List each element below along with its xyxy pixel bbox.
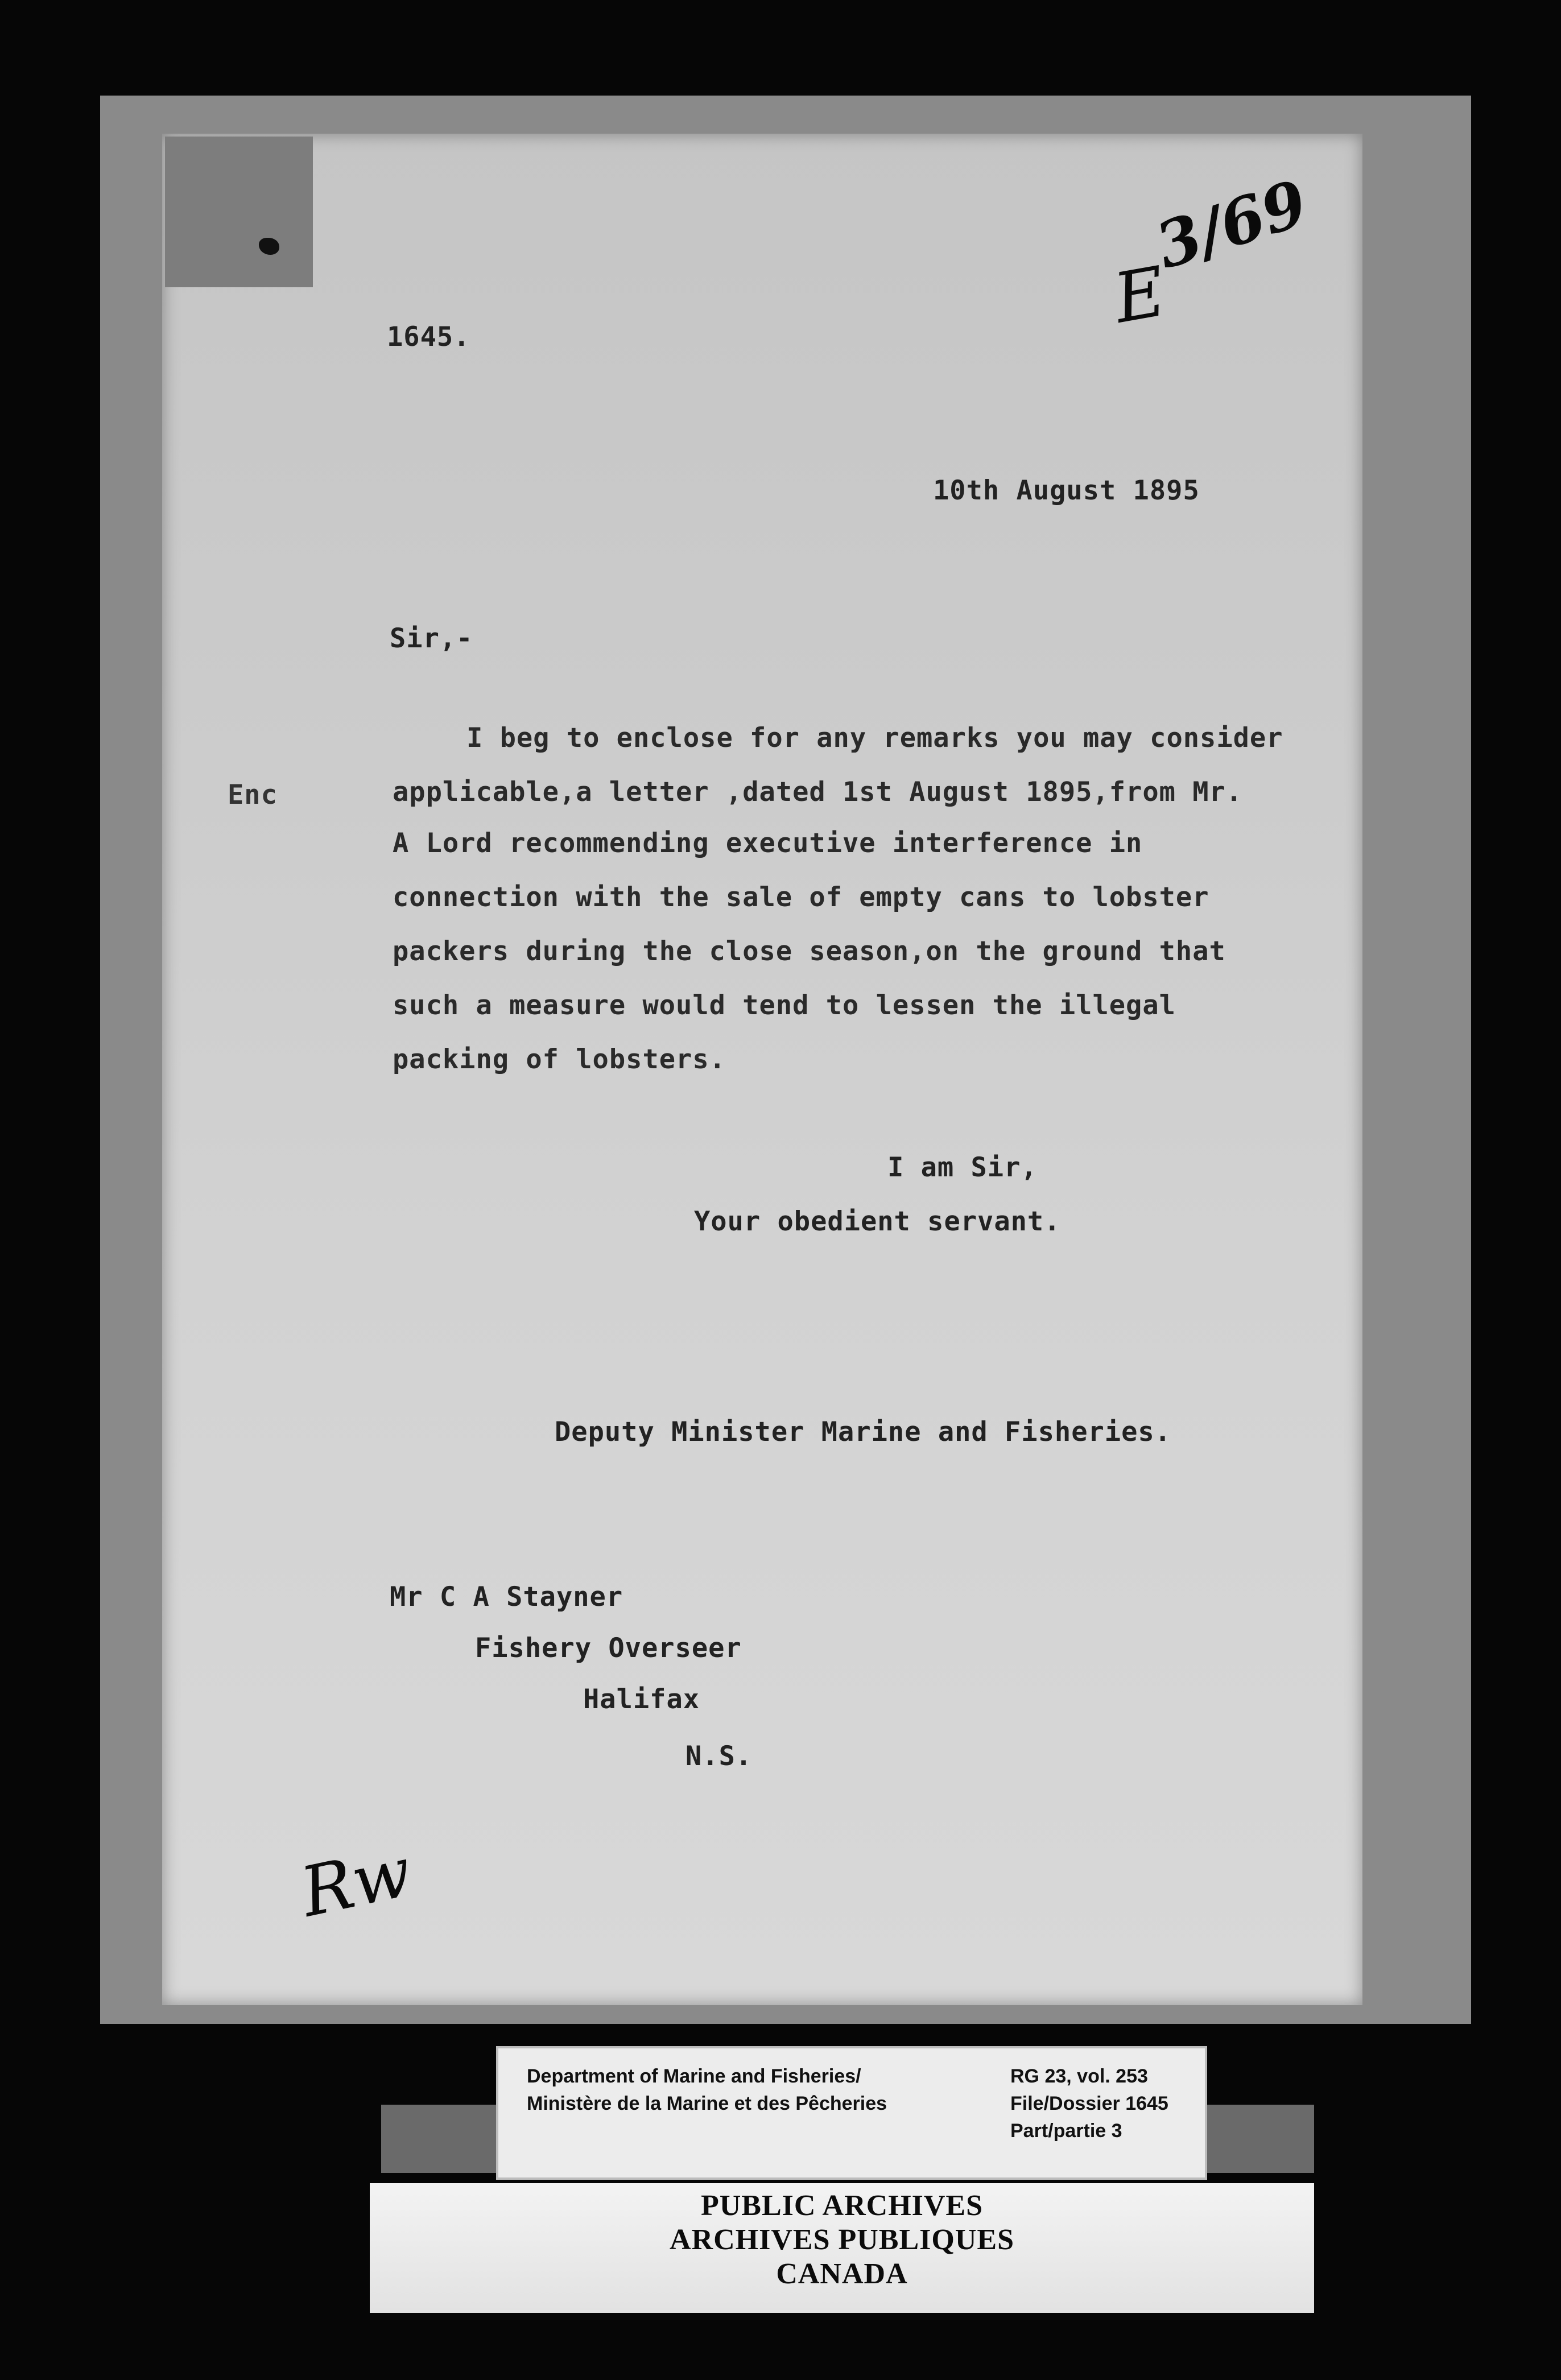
body-line: packing of lobsters. bbox=[393, 1044, 726, 1075]
archive-stamp bbox=[370, 2183, 1314, 2313]
body-line: connection with the sale of empty cans to lobster bbox=[393, 882, 1209, 913]
addressee-name: Mr C A Stayner bbox=[390, 1581, 623, 1613]
stamp-line: CANADA bbox=[776, 2258, 908, 2290]
department-english: Department of Marine and Fisheries/ bbox=[527, 2065, 861, 2087]
page-corner-tab bbox=[165, 137, 313, 287]
addressee-city: Halifax bbox=[583, 1684, 700, 1715]
stamp-line: PUBLIC ARCHIVES bbox=[700, 2189, 984, 2222]
closing-line: I am Sir, bbox=[887, 1152, 1038, 1183]
body-line: applicable,a letter ,dated 1st August 1895,from Mr. bbox=[393, 776, 1243, 808]
body-line: I beg to enclose for any remarks you may consider bbox=[466, 722, 1283, 754]
salutation: Sir,- bbox=[390, 623, 473, 654]
body-line: packers during the close season,on the ground that bbox=[393, 936, 1226, 967]
body-line: such a measure would tend to lessen the illegal bbox=[393, 990, 1176, 1021]
record-group: RG 23, vol. 253 bbox=[1010, 2065, 1148, 2087]
file-dossier: File/Dossier 1645 bbox=[1010, 2093, 1168, 2114]
letter-date: 10th August 1895 bbox=[933, 475, 1200, 506]
file-number: 1645. bbox=[387, 321, 470, 353]
department-french: Ministère de la Marine et des Pêcheries bbox=[527, 2093, 887, 2114]
addressee-title: Fishery Overseer bbox=[475, 1633, 742, 1664]
handwritten-file-mark: 3/69 bbox=[1147, 166, 1316, 283]
handwritten-initials: Rw bbox=[294, 1832, 419, 1933]
addressee-province: N.S. bbox=[685, 1741, 753, 1772]
closing-line: Your obedient servant. bbox=[694, 1206, 1061, 1237]
signatory-title: Deputy Minister Marine and Fisheries. bbox=[555, 1416, 1171, 1448]
body-line: A Lord recommending executive interference in bbox=[393, 828, 1143, 859]
part-number: Part/partie 3 bbox=[1010, 2120, 1122, 2142]
letter-page bbox=[162, 134, 1362, 2005]
margin-note-enclosure: Enc bbox=[228, 779, 278, 811]
stamp-line: ARCHIVES PUBLIQUES bbox=[669, 2224, 1015, 2256]
archive-label bbox=[496, 2046, 1207, 2180]
handwritten-file-ref: E bbox=[1108, 252, 1172, 339]
